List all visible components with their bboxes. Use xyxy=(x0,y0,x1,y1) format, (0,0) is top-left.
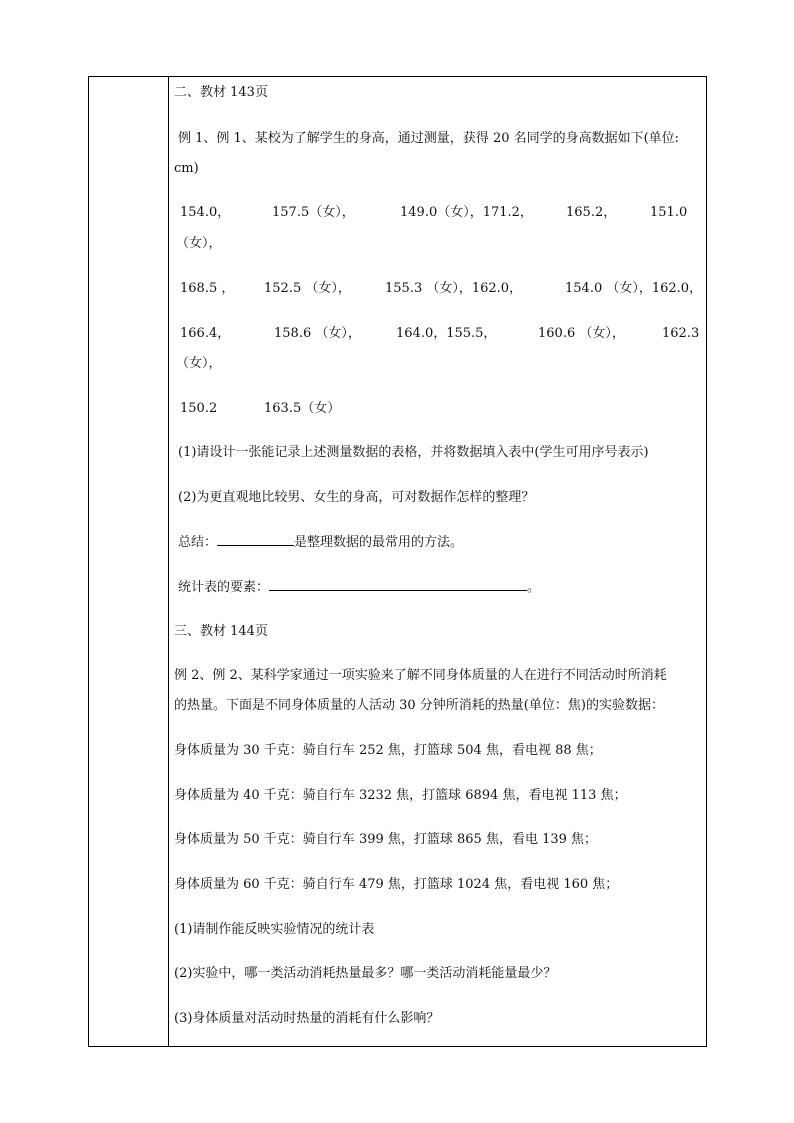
height-value: 166.4， xyxy=(180,326,231,341)
height-value: 162.3 xyxy=(662,326,700,341)
elements-suffix: 。 xyxy=(527,580,541,595)
height-value: 150.2 xyxy=(180,401,218,416)
elements-line xyxy=(178,579,540,597)
summary-line xyxy=(178,534,463,552)
data-line: 身体质量为 60 千克：骑自行车 479 焦，打篮球 1024 焦，看电视 160 焦； xyxy=(174,877,619,892)
example1-text-line1: 例 1、例 1、某校为了解学生的身高，通过测量，获得 20 名同学的身高数据如下(单位: xyxy=(178,131,680,146)
question-3: (3)身体质量对活动时热量的消耗有什么影响？ xyxy=(174,1011,440,1026)
height-value: 168.5 ， xyxy=(180,281,235,296)
height-value: 149.0（女），171.2， xyxy=(400,205,533,220)
question-1: (1)请制作能反映实验情况的统计表 xyxy=(174,922,375,937)
lesson-table xyxy=(88,76,707,1047)
summary-prefix: 总结： xyxy=(178,535,218,550)
height-value: 152.5 （女）， xyxy=(264,281,351,296)
example1-text-line2: cm) xyxy=(174,161,199,176)
height-value: 154.0， xyxy=(180,205,231,220)
section3-heading: 三、教材 144页 xyxy=(174,624,268,639)
height-value: （女）， xyxy=(176,356,222,371)
elements-blank[interactable] xyxy=(269,579,527,591)
height-value: 155.3 （女），162.0， xyxy=(385,281,523,296)
example2-text-line2: 的热量。下面是不同身体质量的人活动 30 分钟所消耗的热量(单位：焦)的实验数据： xyxy=(174,698,664,713)
column-divider xyxy=(168,77,169,1046)
height-value: 151.0 xyxy=(650,205,688,220)
height-value: 163.5（女） xyxy=(264,401,341,416)
example2-text-line1: 例 2、例 2、某科学家通过一项实验来了解不同身体质量的人在进行不同活动时所消耗 xyxy=(174,668,667,683)
height-value: 157.5（女）， xyxy=(272,205,355,220)
question-2: (2)实验中，哪一类活动消耗热量最多？哪一类活动消耗能量最少？ xyxy=(174,966,557,981)
height-value: 165.2， xyxy=(566,205,617,220)
summary-suffix: 是整理数据的最常用的方法。 xyxy=(294,535,464,550)
data-line: 身体质量为 50 千克：骑自行车 399 焦，打篮球 865 焦，看电 139 焦； xyxy=(174,832,598,847)
data-line: 身体质量为 40 千克：骑自行车 3232 焦，打篮球 6894 焦，看电视 113 焦； xyxy=(174,788,627,803)
elements-prefix: 统计表的要素： xyxy=(178,580,270,595)
question-2: (2)为更直观地比较男、女生的身高，可对数据作怎样的整理？ xyxy=(178,490,535,505)
section2-heading: 二、教材 143页 xyxy=(174,85,268,100)
height-value: 158.6 （女）， xyxy=(274,326,361,341)
summary-blank[interactable] xyxy=(217,534,294,546)
height-value: 164.0，155.5， xyxy=(396,326,497,341)
height-value: 154.0 （女），162.0， xyxy=(565,281,703,296)
data-line: 身体质量为 30 千克：骑自行车 252 焦，打篮球 504 焦，看电视 88 焦； xyxy=(174,743,602,758)
height-value: （女）， xyxy=(176,236,222,251)
question-1: (1)请设计一张能记录上述测量数据的表格，并将数据填入表中(学生可用序号表示) xyxy=(178,445,649,460)
height-value: 160.6 （女）， xyxy=(538,326,625,341)
